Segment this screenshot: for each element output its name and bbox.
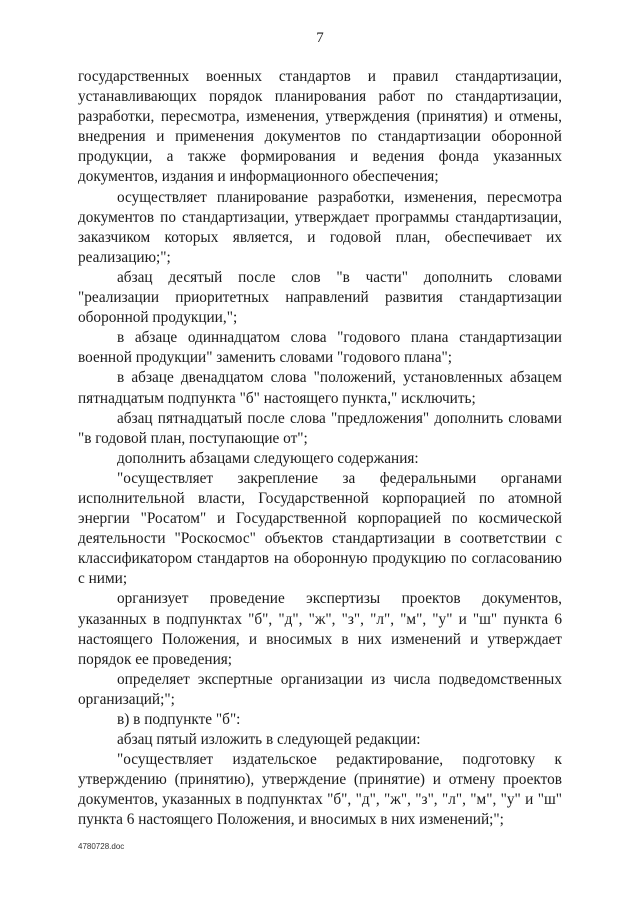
paragraph: абзац пятый изложить в следующей редакции: (117, 731, 421, 749)
paragraph: дополнить абзацами следующего содержания: (117, 449, 419, 467)
page-number: 7 (316, 30, 324, 46)
paragraph: "осуществляет закрепление за федеральными органами исполнительной власти, Государственной корпорацией по атомной энергии "Росатом" и Государственной корпорацией по космической деятельности "Роскосмос" объектов стандартизации в соответствии с классификатором стандартов на оборонную продукцию по согласованию с ними; (78, 469, 562, 588)
paragraph: абзац пятнадцатый после слова "предложения" дополнить словами "в годовой план, поступающие от"; (78, 409, 562, 447)
paragraph: определяет экспертные организации из числа подведомственных организаций;"; (78, 670, 562, 708)
paragraph: в) в подпункте "б": (117, 711, 241, 728)
paragraph: "осуществляет издательское редактирование, подготовку к утверждению (принятию), утверждение (принятие) и отмену проектов документов, указанных в подпунктах "б", "д", "ж", "з", "л", "м", "у" и "ш" пункта 6 настоящего Положения, и вносимых в них изменений;"; (78, 751, 562, 829)
document-body (78, 67, 562, 831)
paragraph: в абзаце одиннадцатом слова "годового плана стандартизации военной продукции" заменить словами "годового плана"; (78, 329, 562, 367)
paragraph-continuation: государственных военных стандартов и правил стандартизации, устанавливающих порядок планирования работ по стандартизации, разработки, пересмотра, изменения, утверждения (принятия) и отмены, внедрения и применения документов по стандартизации оборонной продукции, а также формирования и ведения фонда указанных документов, издания и информационного обеспечения; (78, 68, 562, 186)
document-file-id: 4780728.doc (78, 842, 125, 851)
paragraph: в абзаце двенадцатом слова "положений, установленных абзацем пятнадцатым подпункта "б" настоящего пункта," исключить; (78, 369, 562, 407)
paragraph: абзац десятый после слов "в части" дополнить словами "реализации приоритетных направлений развития стандартизации оборонной продукции,"; (78, 268, 562, 327)
paragraph: организует проведение экспертизы проектов документов, указанных в подпунктах "б", "д", "ж", "з", "л", "м", "у" и "ш" пункта 6 настоящего Положения, и вносимых в них изменений и утверждает порядок ее проведения; (78, 590, 562, 668)
paragraph: осуществляет планирование разработки, изменения, пересмотра документов по стандартизации, утверждает программы стандартизации, заказчиком которых является, и годовой план, обеспечивает их реализацию;"; (78, 188, 562, 266)
